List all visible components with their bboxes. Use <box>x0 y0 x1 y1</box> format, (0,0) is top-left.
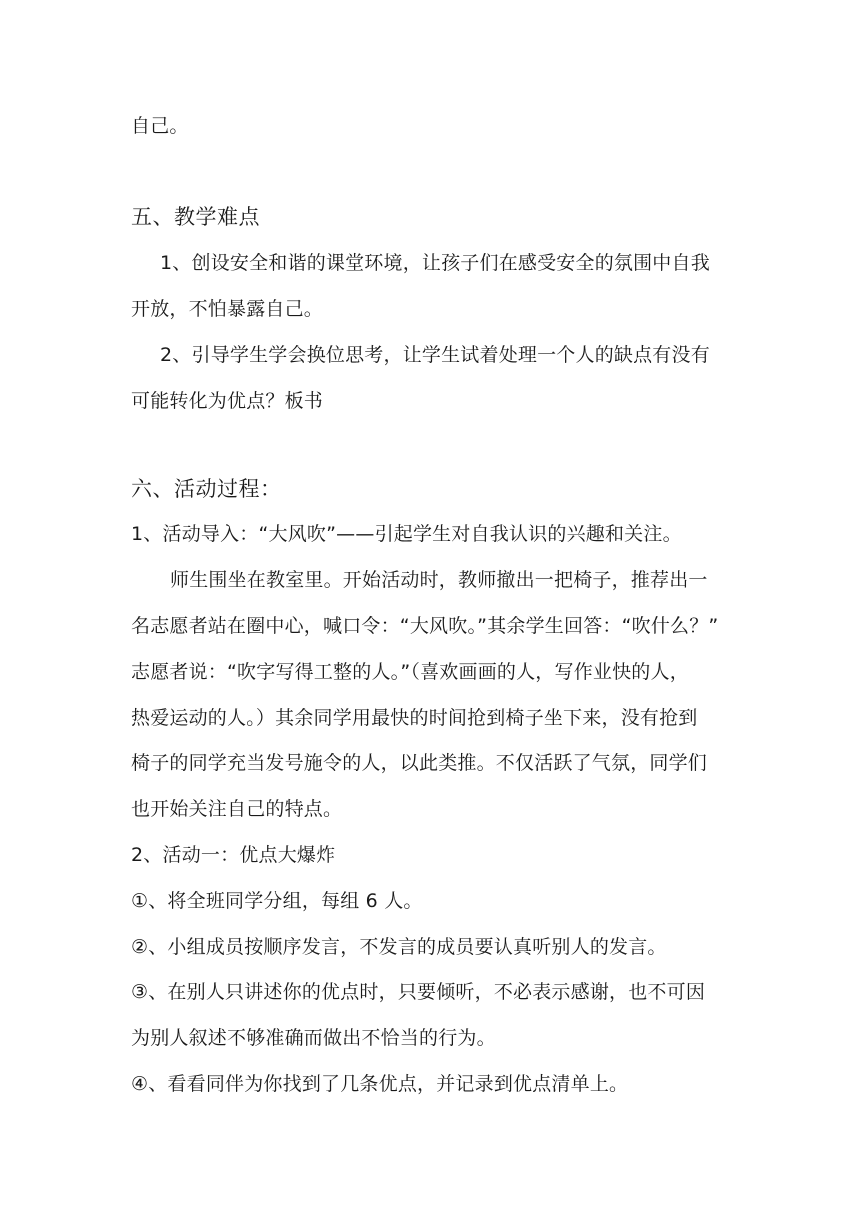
paragraph-line: 也开始关注自己的特点。 <box>131 798 343 820</box>
paragraph-line: 为别人叙述不够准确而做出不恰当的行为。 <box>131 1027 496 1049</box>
paragraph-line: 开放，不怕暴露自己。 <box>131 298 324 320</box>
paragraph-line: 自己。 <box>131 115 189 137</box>
list-item: ③、在别人只讲述你的优点时，只要倾听，不必表示感谢，也不可因 <box>131 981 706 1003</box>
paragraph-line: 2、引导学生学会换位思考，让学生试着处理一个人的缺点有没有 <box>160 344 710 366</box>
paragraph-line: 1、创设安全和谐的课堂环境，让孩子们在感受安全的氛围中自我 <box>160 252 710 274</box>
paragraph-line: 热爱运动的人。）其余同学用最快的时间抢到椅子坐下来，没有抢到 <box>131 707 698 729</box>
paragraph-line: 可能转化为优点？板书 <box>131 390 324 412</box>
section-heading-teaching-difficulties: 五、教学难点 <box>131 205 260 229</box>
list-item: ④、看看同伴为你找到了几条优点，并记录到优点清单上。 <box>131 1073 629 1095</box>
paragraph-line: 椅子的同学充当发号施令的人，以此类推。不仅活跃了气氛，同学们 <box>131 752 708 774</box>
paragraph-line: 师生围坐在教室里。开始活动时，教师撤出一把椅子，推荐出一 <box>170 569 708 591</box>
paragraph-line: 志愿者说：“吹字写得工整的人。”（喜欢画画的人，写作业快的人， <box>131 661 689 683</box>
list-item: ②、小组成员按顺序发言，不发言的成员要认真听别人的发言。 <box>131 936 667 958</box>
section-heading-activity-process: 六、活动过程： <box>131 477 282 501</box>
paragraph-line: 1、活动导入：“大风吹”——引起学生对自我认识的兴趣和关注。 <box>131 523 682 545</box>
paragraph-line: 名志愿者站在圈中心，喊口令：“大风吹。”其余学生回答：“吹什么？” <box>131 615 719 637</box>
list-item: ①、将全班同学分组，每组 6 人。 <box>131 890 423 912</box>
paragraph-line: 2、活动一：优点大爆炸 <box>131 844 336 866</box>
